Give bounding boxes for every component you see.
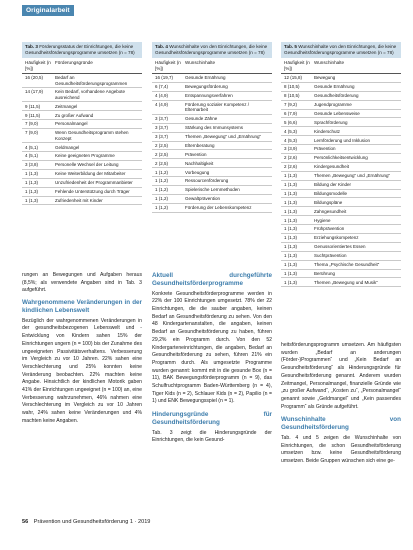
table-number: Tab. 4 (155, 44, 168, 49)
table-row (22, 161, 142, 170)
frequency-cell: 2 (2,6) (284, 164, 298, 170)
content-cell: Fehlende Unterstützung durch Träger (55, 188, 130, 194)
table-row (152, 83, 272, 92)
table-row (22, 197, 142, 206)
frequency-cell: 16 (19,7) (155, 75, 174, 81)
content-cell: Thema „Psychische Gesundheit“ (314, 262, 380, 267)
frequency-cell: 9 (11,5) (25, 103, 41, 109)
section-label: Originalarbeit (22, 5, 74, 16)
content-cell: Prävention (314, 146, 336, 152)
table-body (281, 74, 401, 287)
frequency-cell: 1 (1,3) (284, 173, 298, 179)
content-cell: Entspannungsverfahren (185, 93, 233, 99)
content-cell: Jugendprogramme (314, 101, 352, 107)
content-cell: Themen „Bewegung und Musik“ (314, 279, 378, 285)
table-row (22, 129, 142, 143)
table-number: Tab. 3 (25, 44, 38, 49)
paragraph: rungen an Bewegungen und Aufgaben heraus (8,5%; als verwendete Angaben sind in Tab. 3 aufgeführt. (22, 272, 142, 294)
table-row (281, 198, 401, 207)
table-row (281, 154, 401, 163)
frequency-cell: 1 (1,3) (284, 244, 298, 250)
content-cell: Personelle Wechsel der Leitung (55, 162, 119, 168)
content-cell: Gewaltprävention (185, 196, 221, 202)
content-cell: Zahngesundheit (314, 208, 347, 214)
content-cell: Spielerische Lernmethoden (185, 187, 240, 193)
frequency-cell: 7 (9,2) (284, 101, 298, 107)
content-cell: Bewegung (314, 75, 336, 81)
frequency-cell: 9 (11,5) (25, 112, 41, 118)
table-row (152, 186, 272, 195)
frequency-cell: 1 (1,3) (284, 270, 298, 276)
frequency-cell: 6 (7,9) (284, 110, 298, 116)
table-title: Förderungsstatus der Einrichtungen, die keine Gesundheitsförderungsprogramme umsetzen (n = 78) (25, 44, 135, 55)
table-row (22, 188, 142, 197)
table-row (22, 111, 142, 120)
content-cell: Geldmangel (55, 144, 80, 150)
table-row (22, 152, 142, 161)
frequency-cell: 1 (1,3) (25, 180, 39, 186)
table-header-row (22, 58, 142, 74)
frequency-cell: 1 (1,2) (155, 169, 169, 175)
frequency-cell: 4 (5,1) (25, 153, 39, 159)
table-row (22, 179, 142, 188)
table-row (152, 92, 272, 101)
content-cell: Berührung (314, 270, 336, 276)
table-row (281, 234, 401, 243)
column-header-frequency: Häufigkeit (n [%]) (155, 60, 181, 71)
table-row (281, 145, 401, 154)
table-row (281, 278, 401, 287)
column-header-frequency: Häufigkeit (n [%]) (25, 60, 51, 71)
content-cell: Vorbeugung (185, 169, 210, 175)
table-foerderungsgruende (22, 42, 142, 205)
frequency-cell: 1 (1,3) (284, 190, 298, 196)
column-header-content: Wunschinhalte (185, 60, 216, 65)
table-row (281, 216, 401, 225)
content-cell: Lernförderung und Inklusion (314, 137, 371, 143)
content-cell: Erziehungskompetenz (314, 235, 359, 241)
frequency-cell: 7 (9,0) (25, 121, 39, 127)
table-number: Tab. 5 (284, 44, 297, 49)
content-cell: Frühprävention (314, 226, 345, 232)
section-heading: Wahrgenommene Veränderungen in der kindlichen Lebenswelt (22, 299, 142, 314)
table-wunschinhalte-a (152, 42, 272, 213)
column-header-content: Wunschinhalte (314, 60, 345, 65)
table-header-row (281, 58, 401, 74)
frequency-cell: 4 (5,1) (25, 144, 39, 150)
table-row (281, 190, 401, 199)
content-cell: Prävention (185, 151, 207, 157)
content-cell: Gesunde Ernährung (314, 84, 355, 90)
table-row (281, 127, 401, 136)
content-cell: Zeitmangel (55, 103, 78, 109)
page-number: 56 (22, 519, 29, 525)
frequency-cell: 1 (1,2) (155, 178, 169, 184)
frequency-cell: 2 (2,5) (155, 151, 169, 157)
table-row (281, 261, 401, 270)
content-cell: Bildungsmodelle (314, 190, 348, 196)
frequency-cell: 2 (2,5) (155, 160, 169, 166)
table-header-row (152, 58, 272, 74)
frequency-cell: 3 (3,7) (155, 125, 169, 131)
table-row (281, 172, 401, 181)
section-heading: Wunschinhalte von Gesundheitsförderung (281, 416, 401, 432)
content-cell: Förderung der Lebenskompetenz (185, 205, 252, 211)
frequency-cell: 16 (20,5) (25, 75, 44, 81)
table-row (152, 195, 272, 204)
table-row (152, 115, 272, 124)
table-title: Wunschinhalte von den Einrichtungen, die keine Gesundheitsförderungsprogramme umsetzen (n = 78) (284, 44, 397, 55)
table-row (281, 252, 401, 261)
frequency-cell: 1 (1,2) (155, 187, 169, 193)
frequency-cell: 1 (1,3) (284, 208, 298, 214)
frequency-cell: 7 (9,0) (25, 130, 39, 136)
paragraph: Tab. 4 und 5 zeigen die Wunschinhalte von Einrichtungen, die schon Gesundheitsförderung umsetzen bzw. keine Gesundheitsförderung umsetzen. Beide Gruppen wünschen sich eine ge- (281, 434, 401, 465)
frequency-cell: 1 (1,3) (284, 262, 298, 267)
paragraph: Konkrete Gesundheitsförderprogramme werden in 22% der 100 Einrichtungen umgesetzt. 78% der 22 Einrichtungen, die die sauber angaben, keinen Bedarf an Gesundheitsförderung zu sehen. Von den 48 Kindergartenanstalten, die angaben, keinen Bedarf an Gesundheitsförderung zu haben, führen 29,2% ein Programm durch. Von den 52 Kindergarteneinrichtungen, die angaben, Bedarf an Gesundheitsförderung zu sehen, führen 21% ein Programm durch. Als umgesetzte Programme wurden genannt: kommt mit in die gesunde Box (n = 11), BAK Bewegungsförderprogramm (n = 9), das Schulfruchtprogramm Baden-Württemberg (n = 4), Tiger Kids (n = 2), Schlauer Kids (n = 2), Papilio (n = 1) und ENK Bewegungsspiel (n = 1). (152, 290, 272, 405)
content-cell: Kinderschutz (314, 128, 341, 134)
table-row (281, 163, 401, 172)
frequency-cell: 1 (1,3) (284, 226, 298, 232)
frequency-cell: 1 (1,3) (284, 217, 298, 223)
frequency-cell: 1 (1,3) (284, 279, 298, 285)
frequency-cell: 14 (17,9) (25, 89, 44, 95)
frequency-cell: 4 (4,9) (155, 101, 169, 107)
frequency-cell: 4 (5,3) (284, 137, 298, 143)
table-caption (281, 42, 401, 58)
frequency-cell: 2 (2,6) (284, 155, 298, 161)
table-row (152, 204, 272, 213)
table-row (281, 83, 401, 92)
content-cell: Bedarf an Gesundheitsförderungsprogrammen (55, 75, 128, 86)
body-column-1 (22, 272, 142, 426)
content-cell: Bildung der Kinder (314, 181, 352, 187)
table-row (22, 102, 142, 111)
content-cell: Themen „Bewegung“ und „Ernährung“ (314, 173, 391, 179)
content-cell: Bildungspläne (314, 199, 343, 205)
frequency-cell: 4 (4,9) (155, 93, 169, 99)
paragraph: Bezüglich der wahrgenommenen Veränderungen in der gesundheitsbezogenen Lebenswelt und -Entwicklung von Kindern sahen 15% der Einrichtungen ungern (n = 100) bis der Zunahme des ungeeigneten Passivitätsverhaltens. Verbesserung im Vergleich zu vor 10 Jahren. 22% sahen eine Verschlechterung und 25% konnten keine Veränderung beobachten. 22% machten keine Angabe. Hinsichtlich der kindlichen Motorik gaben 41% der Einrichtungen ungeeignet (n = 100) an, eine Verbesserung wahrzunehmen, 46% nahmen eine Verschlechterung im Vergleich zu vor 10 Jahren wahr, 24% sahen keine Veränderungen und 4% machten keine Angaben. (22, 317, 142, 424)
page-footer (22, 519, 150, 525)
table-row (152, 159, 272, 168)
frequency-cell: 1 (1,3) (25, 188, 39, 194)
content-cell: Gesunde Lebensweise (314, 110, 360, 116)
table-row (152, 177, 272, 186)
frequency-cell: 3 (3,7) (155, 116, 169, 122)
frequency-cell: 1 (1,2) (155, 196, 169, 202)
table-row (281, 225, 401, 234)
body-column-2 (152, 272, 272, 445)
content-cell: Hygiene (314, 217, 331, 223)
content-cell: Themen „Bewegung“ und „Ernährung“ (185, 133, 262, 139)
table-body (22, 74, 142, 205)
table-row (152, 124, 272, 133)
content-cell: Persönlichkeitsentwicklung (314, 155, 368, 161)
table-caption (22, 42, 142, 58)
section-heading: Aktuell durchgeführte Gesundheitsförderprogramme (152, 272, 272, 287)
table-caption (152, 42, 272, 58)
table-wunschinhalte-b (281, 42, 401, 287)
column-header-frequency: Häufigkeit (n [%]) (284, 60, 310, 71)
content-cell: Elternberatung (185, 142, 215, 148)
table-row (281, 74, 401, 83)
table-row (281, 181, 401, 190)
frequency-cell: 1 (1,3) (25, 171, 39, 177)
paragraph: heitsförderungsprogramm umsetzen. Am häufigsten wurden „Bedarf an anderungen (Förder-)Programmen“ und „Kein Bedarf an Gesundheitsförderung“ als Hinderungsgründe für Gesundheitsförderung genannt. Anderem wurden Zeitmangel, Personalmangel, finanzielle Gründe wie „zu großer Aufwand“, „Kosten zu“, „Personalmangel“ genannt sowie „Geldmangel“ und „Kein passendes Programm“ als Gründe aufgeführt. (281, 342, 401, 410)
content-cell: Gesunde Zähne (185, 116, 218, 122)
paragraph: Tab. 3 zeigt die Hinderungsgründe der Einrichtungen, die kein Gesund- (152, 429, 272, 444)
content-cell: Suchtprävention (314, 253, 347, 259)
frequency-cell: 8 (10,5) (284, 84, 300, 90)
content-cell: Unzufriedenheit der Programmanbieter (55, 180, 133, 186)
content-cell: Keine Weiterbildung der Mitarbeiter (55, 171, 126, 177)
table-row (281, 270, 401, 279)
section-heading: Hinderungsgründe für Gesundheitsförderung (152, 411, 272, 426)
table-row (22, 74, 142, 88)
frequency-cell: 12 (15,8) (284, 75, 303, 81)
table-row (281, 92, 401, 101)
content-cell: Sprachförderung (314, 119, 348, 125)
frequency-cell: 6 (7,4) (155, 84, 169, 90)
frequency-cell: 1 (1,3) (284, 199, 298, 205)
table-row (281, 110, 401, 119)
frequency-cell: 1 (1,2) (155, 205, 169, 211)
content-cell: Förderung sozialer Kompetenz / Elternarbeit (185, 101, 250, 113)
table-row (22, 170, 142, 179)
frequency-cell: 4 (5,3) (284, 128, 298, 134)
frequency-cell: 1 (1,3) (284, 253, 298, 259)
content-cell: Personalmangel (55, 121, 88, 127)
frequency-cell: 3 (3,9) (284, 146, 298, 152)
frequency-cell: 1 (1,3) (284, 235, 298, 241)
content-cell: Stärkung des Immunsystems (185, 125, 244, 131)
table-row (152, 142, 272, 151)
content-cell: Nachhaltigkeit (185, 160, 214, 166)
frequency-cell: 3 (3,8) (25, 162, 39, 168)
frequency-cell: 5 (6,6) (284, 119, 298, 125)
table-row (22, 88, 142, 102)
frequency-cell: 1 (1,3) (25, 197, 39, 203)
body-column-3 (281, 342, 401, 466)
table-row (281, 101, 401, 110)
table-row (152, 74, 272, 83)
table-row (152, 101, 272, 115)
table-row (22, 143, 142, 152)
frequency-cell: 2 (2,5) (155, 142, 169, 148)
content-cell: Kein Bedarf, vorhandene Angebote ausreichend (55, 89, 126, 100)
content-cell: Wenn Gesundheitsprogramm stehen Konzept (55, 130, 129, 141)
content-cell: Zu großer Aufwand (55, 112, 94, 118)
table-row (152, 150, 272, 159)
table-row (281, 136, 401, 145)
frequency-cell: 1 (1,3) (284, 181, 298, 187)
frequency-cell: 3 (3,7) (155, 133, 169, 139)
table-row (22, 120, 142, 129)
content-cell: Genussorientiertes Essen (314, 244, 366, 250)
table-row (152, 168, 272, 177)
table-title: Wunschinhalte von den Einrichtungen, die keine Gesundheitsförderungsprogramme umsetzen (n = 78) (155, 44, 268, 55)
frequency-cell: 8 (10,5) (284, 93, 300, 99)
table-body (152, 74, 272, 213)
content-cell: Bewegungsförderung (185, 84, 228, 90)
table-row (281, 243, 401, 252)
content-cell: Keine geeigneten Programme (55, 153, 115, 159)
journal-citation: Prävention und Gesundheitsförderung 1 · 2019 (33, 519, 151, 525)
content-cell: Gesunde Ernährung (185, 75, 226, 81)
content-cell: Ressourcenförderung (185, 178, 229, 184)
column-header-content: Förderungsgründe (55, 60, 93, 65)
content-cell: Gesundheitsförderung (314, 93, 359, 99)
content-cell: Kindergesundheit (314, 164, 350, 170)
table-row (152, 133, 272, 142)
table-row (281, 207, 401, 216)
content-cell: Zufriedenheit mit Kinder (55, 197, 103, 203)
table-row (281, 118, 401, 127)
